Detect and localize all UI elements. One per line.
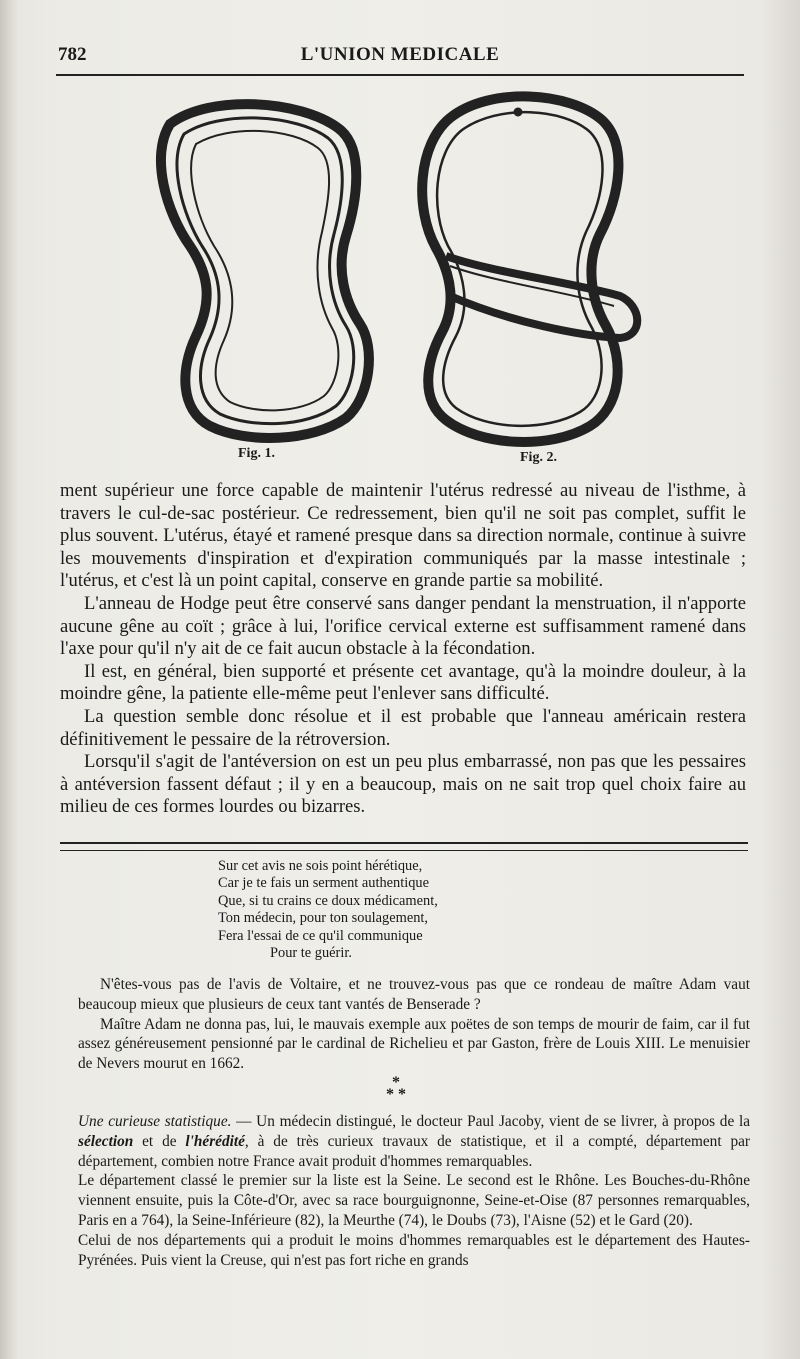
- figures: [150, 86, 670, 470]
- paragraph: Celui de nos départements qui a produit le moins d'hommes remarquables est le département des Hautes-Pyrénées. Puis vient la Creuse, qui n'est pas fort riche en grands: [78, 1231, 750, 1269]
- paragraph: Le département classé le premier sur la liste est la Seine. Le second est le Rhône. Les Bouches-du-Rhône viennent ensuite, puis la Côte-d'Or, avec sa race bourguignonne, Seine-et-Oise (87 personnes remarquables, Paris en a 764), la Seine-Inférieure (82), la Meurthe (74), le Doubs (73), l'Aisne (52) et le Gard (20).: [78, 1172, 750, 1229]
- pessary-illustrations: [150, 86, 670, 470]
- rondeau-poem: [218, 858, 438, 962]
- poem-line: Que, si tu crains ce doux médicament,: [218, 892, 438, 909]
- page-header: [56, 40, 744, 70]
- paragraph: ment supérieur une force capable de maintenir l'utérus redressé au niveau de l'isthme, à travers le cul-de-sac postérieur. Ce redressement, bien qu'il ne soit pas complet, suffit le plus souvent. L'utérus, étayé et ramené presque dans sa direction normale, continue à suivre les mouvements d'inspiration et d'expiration communiqués par la masse intestinale ; l'utérus, et c'est là un point capital, conserve en grande partie sa mobilité.: [60, 480, 746, 592]
- poem-line: Fera l'essai de ce qu'il communique: [218, 927, 423, 944]
- paragraph: [78, 1112, 750, 1171]
- poem-line: Ton médecin, pour ton soulagement,: [218, 910, 429, 927]
- main-article-text: [60, 480, 746, 819]
- feuilleton-text-top: [78, 975, 750, 1074]
- star: * *: [386, 1086, 406, 1103]
- section-title: Une curieuse statistique.: [78, 1113, 232, 1130]
- page-number: 782: [58, 44, 87, 65]
- text-run: et de: [133, 1132, 186, 1150]
- text-run: — Un médecin distingué, le docteur Paul Jacoby, vient de se livrer, à propos de la: [231, 1113, 751, 1130]
- star: *: [392, 1074, 400, 1091]
- paragraph: La question semble donc résolue et il est probable que l'anneau américain restera définitivement le pessaire de la rétroversion.: [60, 705, 746, 750]
- fig2-pessary-illustration: [422, 96, 637, 442]
- poem-line: Sur cet avis ne sois point hérétique,: [218, 858, 423, 874]
- journal-title: L'UNION MEDICALE: [300, 44, 500, 65]
- text-run-emph: sélection: [78, 1132, 134, 1150]
- poem-line: Car je te fais un serment authentique: [218, 875, 429, 892]
- paragraph: Lorsqu'il s'agit de l'antéversion on est un peu plus embarrassé, non pas que les pessaires à antéversion fassent défaut ; il y en a beaucoup, mais on ne sait trop quel choix faire au milieu de ces formes lourdes ou bizarres.: [60, 751, 746, 818]
- paragraph: Maître Adam ne donna pas, lui, le mauvais exemple aux poëtes de son temps de mourir de faim, car il fut assez généreusement pensionné par le cardinal de Richelieu et par Gaston, frère de Louis XIII. Le menuisier de Nevers mourut en 1662.: [78, 1015, 750, 1073]
- fig1-pessary-illustration: [161, 104, 369, 438]
- fig1-caption: Fig. 1.: [238, 446, 275, 461]
- feuilleton-text-bottom: [78, 1112, 750, 1270]
- header-rule: [56, 74, 744, 76]
- fig2-caption: Fig. 2.: [520, 450, 557, 465]
- text-run: , à de très curieux travaux de statistique, et il a compté, département par département, combien notre France avait produit d'hommes remarquables.: [78, 1132, 750, 1170]
- paragraph: Il est, en général, bien supporté et présente cet avantage, qu'à la moindre douleur, à la moindre gêne, la patiente elle-même peut l'enlever sans difficulté.: [60, 660, 746, 705]
- text-run-emph: l'hérédité: [185, 1132, 245, 1150]
- section-stars: [386, 1074, 406, 1103]
- poem-line: Pour te guérir.: [270, 945, 352, 962]
- paragraph: L'anneau de Hodge peut être conservé sans danger pendant la menstruation, il n'apporte aucune gêne au coït ; grâce à lui, l'orifice cervical externe est suffisamment ramené dans l'axe pour qu'il n'y ait de ce fait aucun obstacle à la fécondation.: [60, 592, 746, 660]
- section-divider: [60, 842, 748, 851]
- paragraph: N'êtes-vous pas de l'avis de Voltaire, et ne trouvez-vous pas que ce rondeau de maître Adam vaut beaucoup mieux que plusieurs de ceux tant vantés de Benserade ?: [78, 976, 750, 1013]
